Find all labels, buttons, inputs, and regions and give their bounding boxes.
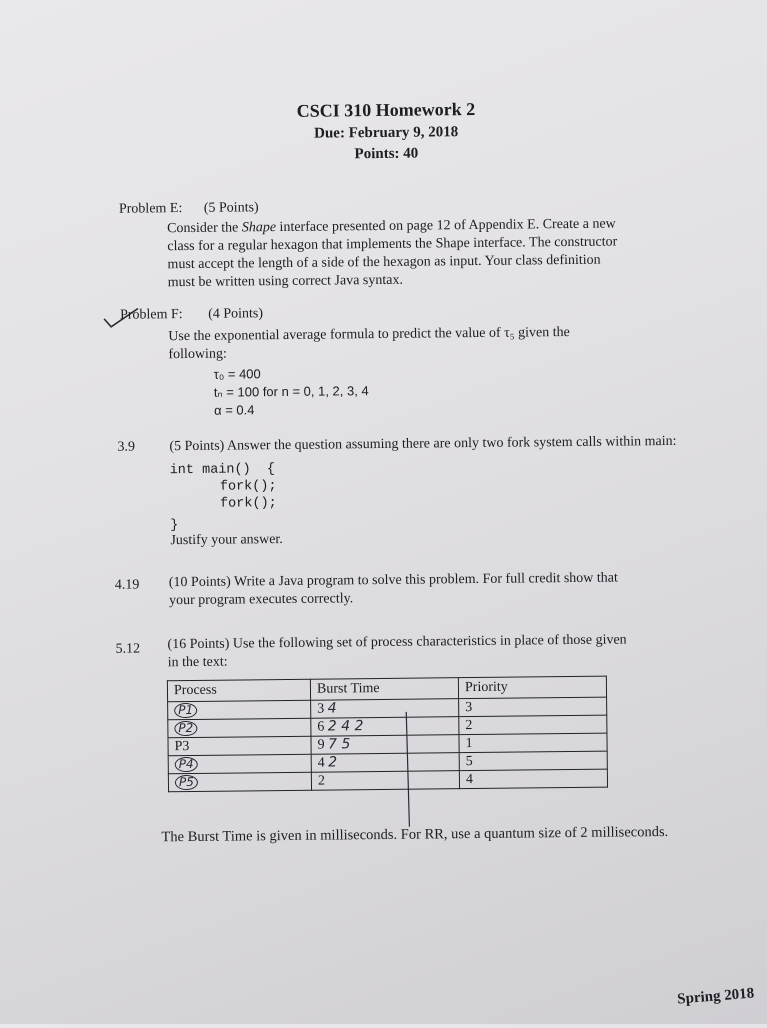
problem-f-label: Problem F: [119,307,183,323]
burst-cell: 2 [311,771,459,791]
problem-39-justify: Justify your answer. [170,532,283,549]
problem-e-points: (5 Points) [203,200,259,216]
burst-cell: 6 [317,719,325,735]
problem-419-body [169,568,729,610]
problem-419-text: (10 Points) Write a Java program to solve this problem. For full credit show that [168,570,618,591]
priority-cell: 2 [459,715,607,735]
problem-419-text: your program executes correctly. [168,591,354,609]
code-line: } [170,518,179,534]
process-cell: P1 [174,702,197,717]
problem-39-text: (5 Points) Answer the question assuming there are only two fork system calls within main: [169,433,677,455]
page-title: CSCI 310 Homework 2 [296,98,476,121]
burst-handwritten: 2 4 2 [327,718,364,735]
priority-cell: 1 [459,733,607,753]
problem-512-body [167,630,747,672]
problem-39-code [170,461,277,534]
burst-cell: 4 [317,755,325,771]
problem-f-body [168,323,668,364]
problem-e-text: must be written using correct Java syntax. [167,272,403,291]
problem-f-text: following: [168,346,227,363]
priority-cell: 3 [459,697,607,717]
problem-f-text: Use the exponential average formula to predict the value of τ₅ given the [168,325,570,345]
code-line: fork(); [219,479,277,495]
tn-value: tₙ = 100 for n = 0, 1, 2, 3, 4 [213,383,369,400]
burst-cell: 9 [317,737,325,753]
process-table [167,676,608,793]
footer-term: Spring 2018 [676,985,755,1008]
burst-cell: 3 [317,701,325,717]
problem-e-label: Problem E: [118,201,183,217]
problem-e-text: must accept the length of a side of the hexagon as input. Your class definition [167,252,601,273]
col-header-burst: Burst Time [310,678,458,701]
pen-mark-icon [398,712,429,832]
process-cell: P5 [175,774,198,789]
burst-handwritten: 4 [327,700,337,717]
burst-handwritten: 2 [328,754,338,771]
col-header-priority: Priority [458,676,606,699]
due-date: Due: February 9, 2018 [313,124,459,142]
code-line: fork(); [219,496,277,512]
problem-e-text: interface presented on page 12 of Appendix E. Create a new [275,216,616,236]
total-points: Points: 40 [354,145,419,163]
process-cell: P4 [175,756,198,771]
process-cell: P2 [174,720,197,735]
col-header-process: Process [167,679,310,701]
burst-time-note: The Burst Time is given in milliseconds. For RR, use a quantum size of 2 milliseconds. [161,824,669,846]
problem-512-text: (16 Points) Use the following set of process characteristics in place of those given [167,632,627,653]
problem-39-number: 3.9 [117,439,136,455]
problem-e-heading [119,199,259,218]
priority-cell: 5 [459,751,607,771]
problem-512-number: 5.12 [115,641,141,657]
problem-f-givens [214,364,369,420]
shape-italic: Shape [241,220,277,236]
tau0-value: τ₀ = 400 [213,366,261,382]
process-cell: P3 [168,736,311,755]
priority-cell: 4 [459,769,607,789]
problem-e-body [167,215,688,292]
problem-419-number: 4.19 [114,577,140,593]
problem-e-text: class for a regular hexagon that implements the Shape interface. The constructor [167,234,618,255]
table-row [168,769,607,792]
code-line: int main() { [169,462,276,479]
problem-f-heading [120,305,263,324]
problem-e-text: Consider the [167,220,242,237]
alpha-value: α = 0.4 [213,402,255,418]
burst-handwritten: 7 5 [327,736,351,753]
problem-512-text: in the text: [167,654,228,671]
problem-f-points: (4 Points) [208,306,264,322]
header [236,98,537,164]
